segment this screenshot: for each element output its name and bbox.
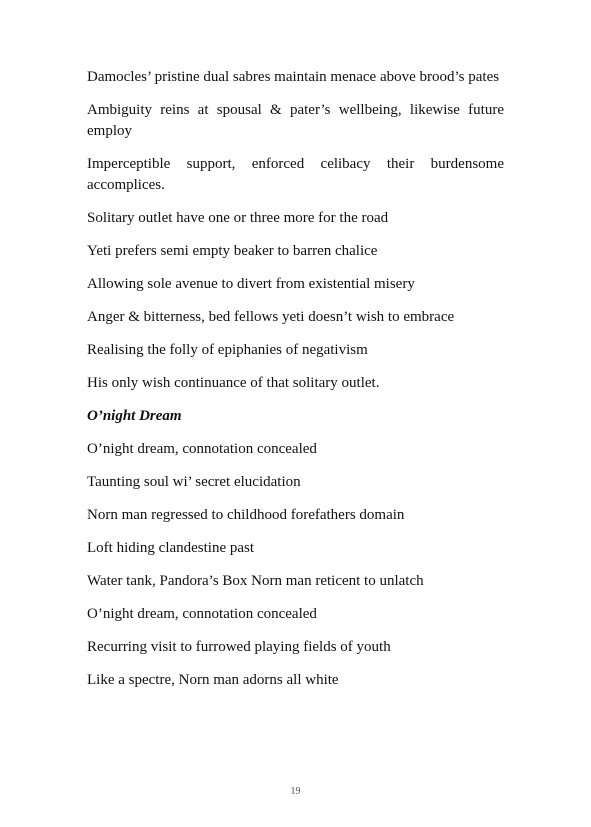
poem-line-2: Taunting soul wi’ secret elucidation (87, 474, 301, 490)
verse-line-5: Yeti prefers semi empty beaker to barren chalice (87, 243, 378, 259)
poem-line-5: Water tank, Pandora’s Box Norn man reticent to unlatch (87, 573, 424, 589)
verse-line-3: Imperceptible support, enforced celibacy their burdensome accomplices. (87, 156, 504, 193)
page-number: 19 (290, 786, 301, 797)
verse-line-7: Anger & bitterness, bed fellows yeti doesn’t wish to embrace (87, 309, 455, 325)
poem-line-8: Like a spectre, Norn man adorns all white (87, 672, 339, 688)
verse-line-8: Realising the folly of epiphanies of negativism (87, 342, 368, 358)
verse-line-2: Ambiguity reins at spousal & pater’s wellbeing, likewise future employ (87, 102, 504, 139)
poem-line-3: Norn man regressed to childhood forefathers domain (87, 507, 405, 523)
page-content (87, 67, 504, 703)
verse-line-6: Allowing sole avenue to divert from existential misery (87, 276, 415, 292)
verse-line-9: His only wish continuance of that solitary outlet. (87, 375, 380, 391)
poem-line-4: Loft hiding clandestine past (87, 540, 255, 556)
poem-title: O’night Dream (87, 408, 182, 424)
verse-line-4: Solitary outlet have one or three more for the road (87, 210, 389, 226)
verse-line-1: Damocles’ pristine dual sabres maintain menace above brood’s pates (87, 69, 500, 85)
poem-line-1: O’night dream, connotation concealed (87, 441, 317, 457)
poem-line-6: O’night dream, connotation concealed (87, 606, 317, 622)
poem-line-7: Recurring visit to furrowed playing fields of youth (87, 639, 391, 655)
